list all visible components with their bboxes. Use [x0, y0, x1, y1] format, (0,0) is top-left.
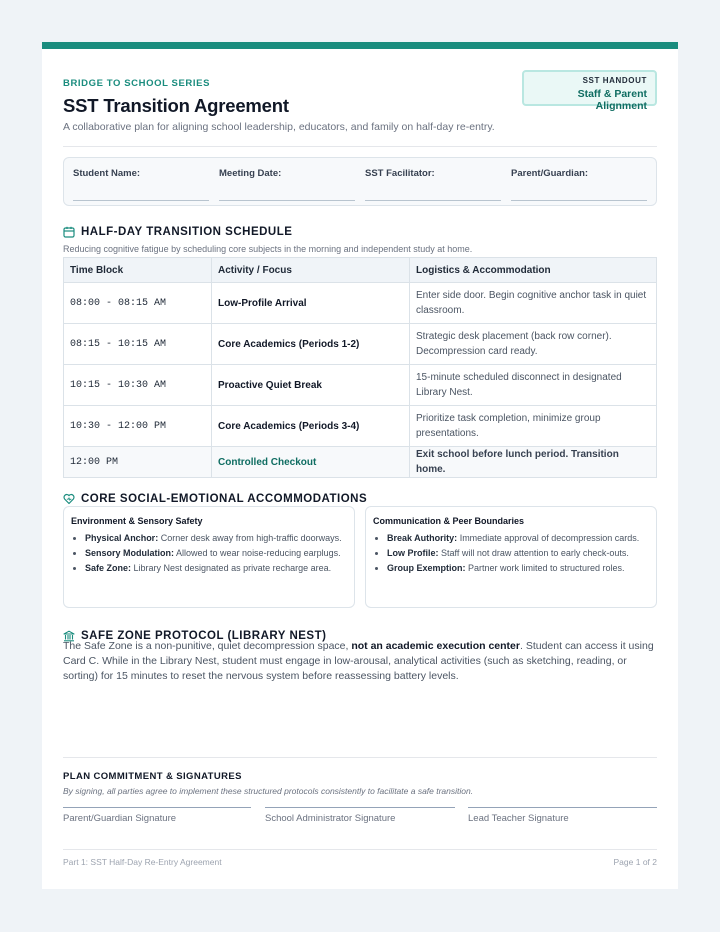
divider [63, 849, 657, 850]
commitment-heading: PLAN COMMITMENT & SIGNATURES [63, 771, 242, 782]
signature-label: Parent/Guardian Signature [63, 813, 177, 824]
field-label: SST Facilitator: [365, 168, 435, 179]
logistics-cell: Prioritize task completion, minimize group presentations. [410, 406, 657, 447]
table-header-row [64, 258, 657, 283]
signature-label: Lead Teacher Signature [468, 813, 569, 824]
table-row [64, 324, 657, 365]
badge-title: Staff & Parent Alignment [577, 88, 647, 112]
table-row [64, 447, 657, 478]
field-label: Student Name: [73, 168, 141, 179]
time-cell: 12:00 PM [64, 447, 212, 478]
column-header: Activity / Focus [212, 258, 410, 283]
accommodations-heading [63, 493, 367, 505]
divider [63, 146, 657, 147]
card-title: Environment & Sensory Safety [71, 516, 203, 526]
administrator-signature-field[interactable] [265, 807, 455, 824]
logistics-cell: Strategic desk placement (back row corner). Decompression card ready. [410, 324, 657, 365]
signature-line [63, 807, 251, 808]
schedule-table [63, 257, 657, 478]
list-item: • Safe Zone: Library Nest designated as private recharge area. [85, 562, 347, 576]
parent-guardian-field[interactable] [511, 168, 647, 201]
table-row [64, 283, 657, 324]
section-title: CORE SOCIAL-EMOTIONAL ACCOMMODATIONS [81, 493, 368, 505]
section-title: SAFE ZONE PROTOCOL (LIBRARY NEST) [81, 630, 327, 642]
section-title: HALF-DAY TRANSITION SCHEDULE [81, 226, 293, 238]
logistics-cell: 15-minute scheduled disconnect in designated Library Nest. [410, 365, 657, 406]
table-row [64, 406, 657, 447]
table-row [64, 365, 657, 406]
card-list [373, 532, 649, 576]
badge-kicker: SST HANDOUT [582, 76, 647, 85]
communication-card [365, 506, 657, 608]
parent-signature-field[interactable] [63, 807, 251, 824]
series-label: BRIDGE TO SCHOOL SERIES [63, 78, 210, 89]
card-title: Communication & Peer Boundaries [373, 516, 525, 526]
list-item: • Group Exemption: Partner work limited to structured roles. [387, 562, 649, 576]
student-name-field[interactable] [73, 168, 209, 201]
schedule-description: Reducing cognitive fatigue by scheduling core subjects in the morning and independent study at home. [63, 244, 473, 254]
field-label: Meeting Date: [219, 168, 282, 179]
time-cell: 10:15 - 10:30 AM [64, 365, 212, 406]
field-line [511, 200, 647, 201]
activity-cell: Low-Profile Arrival [212, 283, 410, 324]
commitment-note: By signing, all parties agree to implement these structured protocols consistently to facilitate a safe transition. [63, 786, 474, 796]
field-line [73, 200, 209, 201]
sst-facilitator-field[interactable] [365, 168, 501, 201]
footer-label: Part 1: SST Half-Day Re-Entry Agreement [63, 857, 222, 867]
handout-badge [522, 70, 657, 112]
divider [63, 757, 657, 758]
page-number: Page 1 of 2 [613, 857, 657, 867]
activity-cell: Proactive Quiet Break [212, 365, 410, 406]
logistics-cell: Exit school before lunch period. Transition home. [410, 447, 657, 478]
activity-cell: Controlled Checkout [212, 447, 410, 478]
time-cell: 08:00 - 08:15 AM [64, 283, 212, 324]
list-item: • Break Authority: Immediate approval of decompression cards. [387, 532, 649, 546]
calendar-icon [63, 226, 75, 238]
student-info-box [63, 157, 657, 206]
card-list [71, 532, 347, 576]
heart-icon [63, 493, 75, 505]
field-line [219, 200, 355, 201]
environment-card [63, 506, 355, 608]
document-page [42, 42, 678, 889]
list-item: • Physical Anchor: Corner desk away from high-traffic doorways. [85, 532, 347, 546]
signature-line [265, 807, 455, 808]
time-cell: 08:15 - 10:15 AM [64, 324, 212, 365]
field-label: Parent/Guardian: [511, 168, 589, 179]
signature-line [468, 807, 657, 808]
logistics-cell: Enter side door. Begin cognitive anchor task in quiet classroom. [410, 283, 657, 324]
meeting-date-field[interactable] [219, 168, 355, 201]
signature-label: School Administrator Signature [265, 813, 396, 824]
activity-cell: Core Academics (Periods 3-4) [212, 406, 410, 447]
page-subtitle: A collaborative plan for aligning school leadership, educators, and family on half-day re-entry. [63, 121, 495, 133]
schedule-heading [63, 226, 292, 238]
list-item: • Low Profile: Staff will not draw attention to early check-outs. [387, 547, 649, 561]
page-title: SST Transition Agreement [63, 95, 289, 116]
safe-zone-paragraph: The Safe Zone is a non-punitive, quiet decompression space, not an academic execution center. Student can access it using Card C. While in the Library Nest, student must engage in low-arousal, analytical activities (such as sketching, reading, or sorting) for 15 minutes to reset the nervous system before reassessing battery levels. [63, 640, 654, 682]
teacher-signature-field[interactable] [468, 807, 657, 824]
list-item: • Sensory Modulation: Allowed to wear noise-reducing earplugs. [85, 547, 347, 561]
field-line [365, 200, 501, 201]
time-cell: 10:30 - 12:00 PM [64, 406, 212, 447]
column-header: Logistics & Accommodation [410, 258, 657, 283]
activity-cell: Core Academics (Periods 1-2) [212, 324, 410, 365]
column-header: Time Block [64, 258, 212, 283]
